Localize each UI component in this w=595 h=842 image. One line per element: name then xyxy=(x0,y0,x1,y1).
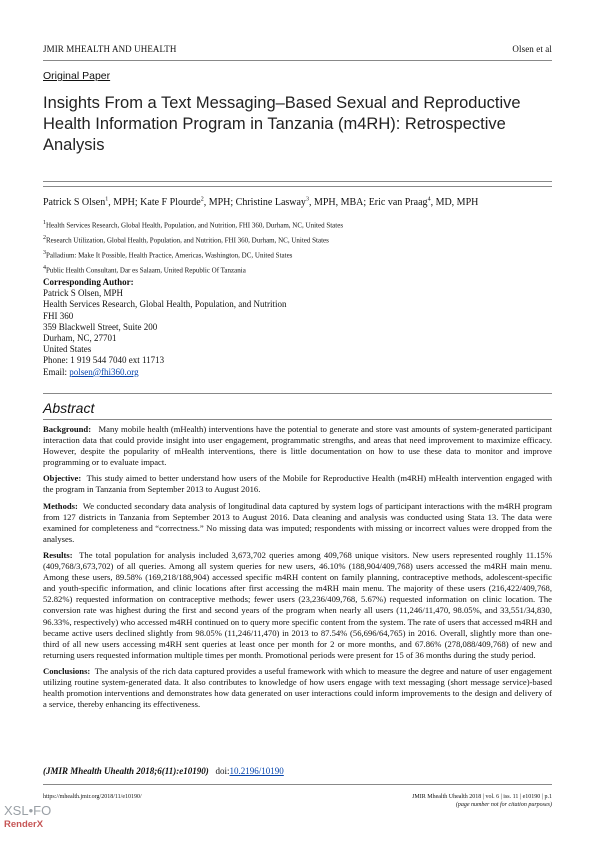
author-list xyxy=(43,197,552,208)
watermark-line-2: RenderX xyxy=(4,819,44,830)
corr-line: Phone: 1 919 544 7040 ext 11713 xyxy=(43,355,165,366)
abstract-rule-top xyxy=(43,393,552,394)
corr-email-line: Email: polsen@fhi360.org xyxy=(43,366,139,377)
footer-rule xyxy=(43,784,552,785)
email-link[interactable]: polsen@fhi360.org xyxy=(69,366,139,377)
running-author: Olsen et al xyxy=(512,44,552,54)
corr-line: Patrick S Olsen, MPH xyxy=(43,288,124,299)
corr-line: Health Services Research, Global Health, Population, and Nutrition xyxy=(43,299,287,310)
abstract-rule-bottom xyxy=(43,419,552,420)
abstract-objective: Objective: This study aimed to better understand how users of the Mobile for Reproductive Health (m4RH) mHealth intervention engaged with the program in Tanzania from September 2013 to August 2016. xyxy=(43,473,552,495)
corresponding-author xyxy=(43,277,286,378)
abstract-methods: Methods: We conducted secondary data analysis of longitudinal data captured by system logs of participant interactions with the m4RH program from 127 districts in Tanzania from September 2013 to August 2016. Data cleaning and analysis was conducted using Stata 13. The data were examined for completeness and “correctness.” No missing data was imputed; respondents with missing or incorrect values were dropped from the analyses. xyxy=(43,500,553,544)
affiliation-2: $^2$Research Utilization, Global Health, Population, and Nutrition, FHI 360, Durham, NC, United States xyxy=(43,234,329,245)
article-url: https://mhealth.jmir.org/2018/11/e10190/ xyxy=(43,794,142,800)
volume-info: JMIR Mhealth Uhealth 2018 | vol. 6 | iss. 11 | e10190 | p.1 xyxy=(412,794,552,800)
corr-line: United States xyxy=(43,344,92,355)
renderx-watermark xyxy=(4,804,51,832)
affiliation-1: $^1$Health Services Research, Global Health, Population, and Nutrition, FHI 360, Durham, NC, United States xyxy=(43,220,344,230)
corr-line: 359 Blackwell Street, Suite 200 xyxy=(43,321,158,332)
author-1: Patrick S Olsen$^1$, MPH; xyxy=(43,197,141,209)
abstract-background: Background: Many mobile health (mHealth) interventions have the potential to generate and store vast amounts of system-generated participant interaction data that could provide insight into user engagement, programmatic strengths, and areas that need improvement to maximize efficacy. However, despite the popularity of mHealth interventions, there is little documentation on how to use these data to monitor and improve programming or to evaluate impact. xyxy=(43,424,552,468)
abstract-body xyxy=(43,424,552,715)
journal-name: JMIR MHEALTH AND UHEALTH xyxy=(43,44,177,54)
abstract-results: Results: The total population for analysis included 3,673,702 queries among 409,768 unique visitors. New users represented roughly 11.15% (409,768/3,673,702) of all queries. Among all system queries for new users, 46.10% (188,904/409,768) users accessed the m4RH main menu. Among these users, 89.58% (169,218/188,904) accessed specific m4RH content on family planning, contraceptive methods, adolescent-specific and youth-specific information, and clinic locations after first accessing the m4RH main menu. The majority of these users (216,422/409,768, 52.82%) requested information on contraceptive methods; fewer users (23,236/409,768, 5.67%) requested information on clinic location. The conversion rate was highest during the first and second years of the program when nearly all users (11,246/11,470, 98.05%, and 33,551/34,830, 96.33%, respectively) who accessed m4RH continued on to query more specific content from the system. The rate of users that accessed m4RH and became active users declined slightly from 98.05% (11,246/11,470) in 2013 to 87.54% (56,696/64,765) in 2016. Overall, slightly more than one-third of all new users accessing m4RH sent queries at least once per month for 2 or more months, and 67.86% (278,088/409,768) of new and returning users requested information multiple times per month. Promotional periods were present for 15 of 36 months during the study period. xyxy=(43,549,553,660)
running-header xyxy=(43,44,552,58)
doi-link[interactable]: 10.2196/10190 xyxy=(229,766,284,776)
corresponding-label: Corresponding Author: xyxy=(43,277,134,287)
citation: (JMIR Mhealth Uhealth 2018;6(11):e10190) doi:10.2196/10190 xyxy=(43,766,284,776)
article-title: Insights From a Text Messaging–Based Sexual and Reproductive Health Information Program in Tanzania (m4RH): Retrospective Analysis xyxy=(43,94,521,154)
author-4: Eric van Praag$^4$, MD, MPH xyxy=(368,197,479,209)
affiliation-4: $^4$Public Health Consultant, Dar es Salaam, United Republic Of Tanzania xyxy=(43,264,246,275)
header-rule xyxy=(43,60,552,61)
affiliation-3: $^3$Palladium: Make It Possible, Health Practice, Americas, Washington, DC, United States xyxy=(43,249,293,260)
corr-line: FHI 360 xyxy=(43,310,74,321)
article-type: Original Paper xyxy=(43,70,111,82)
author-3: Christine Lasway$^3$, MPH, MBA; xyxy=(235,197,369,209)
title-rule-bottom xyxy=(43,186,552,187)
journal-reference: (JMIR Mhealth Uhealth 2018;6(11):e10190) xyxy=(43,766,209,776)
title-rule-top xyxy=(43,181,552,182)
author-2: Kate F Plourde$^2$, MPH; xyxy=(140,197,236,209)
watermark-line-1: XSL•FO xyxy=(4,803,52,818)
page-note: (page number not for citation purposes) xyxy=(455,802,552,808)
abstract-heading: Abstract xyxy=(43,400,95,416)
abstract-conclusions: Conclusions: The analysis of the rich data captured provides a useful framework with which to measure the degree and nature of user engagement utilizing routine system-generated data. It also contributes to knowledge of how users engage with text messaging (short message service)-based health promotion interventions and demonstrates how data generated on user interactions could inform improvements to the design and delivery of a service, thereby enhancing its effectiveness. xyxy=(43,665,553,710)
affiliations xyxy=(43,217,552,277)
corr-line: Durham, NC, 27701 xyxy=(43,333,117,344)
